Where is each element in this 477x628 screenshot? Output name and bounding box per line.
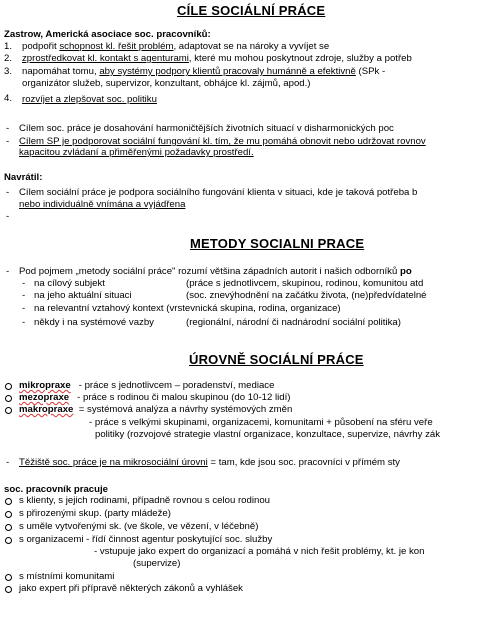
- metody-intro: Pod pojmem „metody sociální práce" rozumí většina západních autorit i našich odborníků po: [19, 266, 412, 277]
- pracovnik-title: soc. pracovník pracuje: [4, 484, 108, 495]
- zastrow-title: Zastrow, Americká asociace soc. pracovníků:: [4, 29, 211, 40]
- urovne-makro-line-3: politiky (rozvojové strategie vlastní organizace, konzultace, supervize, návrhy zák: [95, 429, 441, 440]
- zastrow-item-4: rozvíjet a zlepšovat soc. politiku: [22, 94, 157, 105]
- metody-row-2-desc: (soc. znevýhodnění na začátku života, (ne)předvídatelné: [186, 290, 427, 301]
- zastrow-num-4: 4.: [4, 93, 13, 104]
- navratil-line-2: nebo individuálně vnímána a vyjádřena: [19, 199, 186, 210]
- urovne-makro: makropraxe = systémová analýza a návrhy systémových změn: [19, 404, 293, 415]
- zastrow-num-3: 3.: [4, 66, 13, 77]
- circle-bullet: [5, 395, 12, 402]
- heading-urovne: ÚROVNĚ SOCIÁLNÍ PRÁCE: [189, 352, 364, 367]
- metody-row-2-label: na jeho aktuální situaci: [34, 290, 132, 301]
- dash-bullet: -: [22, 317, 26, 328]
- pracovnik-item-3: s uměle vytvořenými sk. (ve škole, ve vězení, v léčebně): [19, 521, 259, 532]
- pracovnik-item-5: s místními komunitami: [19, 571, 115, 582]
- dash-bullet: -: [22, 278, 26, 289]
- metody-row-3-label: na relevantní vztahový kontext (vrstevnická skupina, rodina, organizace): [34, 303, 341, 314]
- urovne-mezo: mezopraxe - práce s rodinou či malou skupinou (do 10-12 lidí): [19, 392, 291, 403]
- metody-row-4-desc: (regionální, národní či nadnárodní sociální politika): [186, 317, 401, 328]
- circle-bullet: [5, 383, 12, 390]
- heading-cile: CÍLE SOCIÁLNÍ PRÁCE: [177, 3, 326, 18]
- zastrow-num-1: 1.: [4, 41, 13, 52]
- circle-bullet: [5, 537, 12, 544]
- goal-line-2: Cílem SP je podporovat sociální fungování kl. tím, že mu pomáhá obnovit nebo udržovat rovnov: [19, 136, 426, 147]
- urovne-mikro: mikropraxe - práce s jednotlivcem – poradenství, mediace: [19, 380, 275, 391]
- circle-bullet: [5, 586, 12, 593]
- dash-bullet: -: [6, 136, 10, 147]
- dash-bullet: -: [6, 457, 10, 468]
- dash-bullet: -: [6, 123, 10, 134]
- dash-bullet: -: [6, 187, 10, 198]
- goal-line-3: kapacitou zvládaní a přiměřenými požadavky prostředí.: [19, 147, 254, 158]
- dash-bullet: -: [6, 266, 10, 277]
- dash-bullet: -: [22, 303, 26, 314]
- circle-bullet: [5, 524, 12, 531]
- zastrow-item-3-cont: organizátor služeb, supervizor, konzultant, obhájce kl. zájmů, apod.): [22, 78, 311, 89]
- zastrow-num-2: 2.: [4, 53, 13, 64]
- pracovnik-item-2: s přirozenými skup. (party mládeže): [19, 508, 171, 519]
- goal-line-1: Cílem soc. práce je dosahování harmoničtějších životních situací v disharmonických poc: [19, 123, 394, 134]
- urovne-makro-line-2: - práce s velkými skupinami, organizacemi, komunitami + působení na sféru veře: [89, 417, 433, 428]
- urovne-teziste: Těžiště soc. práce je na mikrosociální úrovni = tam, kde jsou soc. pracovníci v přímém sty: [19, 457, 400, 468]
- pracovnik-org-line-3: (supervize): [133, 558, 181, 569]
- dash-bullet: -: [6, 211, 10, 222]
- navratil-line-1: Cílem sociální práce je podpora sociálního fungování klienta v situaci, kde je taková potřeba b: [19, 187, 418, 198]
- navratil-title: Navrátil:: [4, 172, 43, 183]
- circle-bullet: [5, 498, 12, 505]
- dash-bullet: -: [22, 290, 26, 301]
- zastrow-item-3: napomáhat tomu, aby systémy podpory klientů pracovaly humánně a efektivně (SPk -: [22, 66, 386, 77]
- metody-row-4-label: někdy i na systémové vazby: [34, 317, 154, 328]
- metody-row-1-label: na cílový subjekt: [34, 278, 105, 289]
- metody-row-1-desc: (práce s jednotlivcem, skupinou, rodinou, komunitou atd: [186, 278, 424, 289]
- circle-bullet: [5, 511, 12, 518]
- pracovnik-org-line-2: - vstupuje jako expert do organizací a pomáhá v nich řešit problémy, kt. je kon: [94, 546, 425, 557]
- pracovnik-item-6: jako expert při přípravě některých zákonů a vyhlášek: [19, 583, 243, 594]
- zastrow-item-1: podpořit schopnost kl. řešit problém, adaptovat se na nároky a vyvíjet se: [22, 41, 330, 52]
- zastrow-item-2: zprostředkovat kl. kontakt s agenturami, které mu mohou poskytnout zdroje, služby a potřeb: [22, 53, 412, 64]
- circle-bullet: [5, 574, 12, 581]
- pracovnik-item-4: s organizacemi - řídí činnost agentur poskytující soc. služby: [19, 534, 273, 545]
- circle-bullet: [5, 407, 12, 414]
- pracovnik-item-1: s klienty, s jejich rodinami, případně rovnou s celou rodinou: [19, 495, 270, 506]
- heading-metody: METODY SOCIALNI PRACE: [190, 236, 365, 251]
